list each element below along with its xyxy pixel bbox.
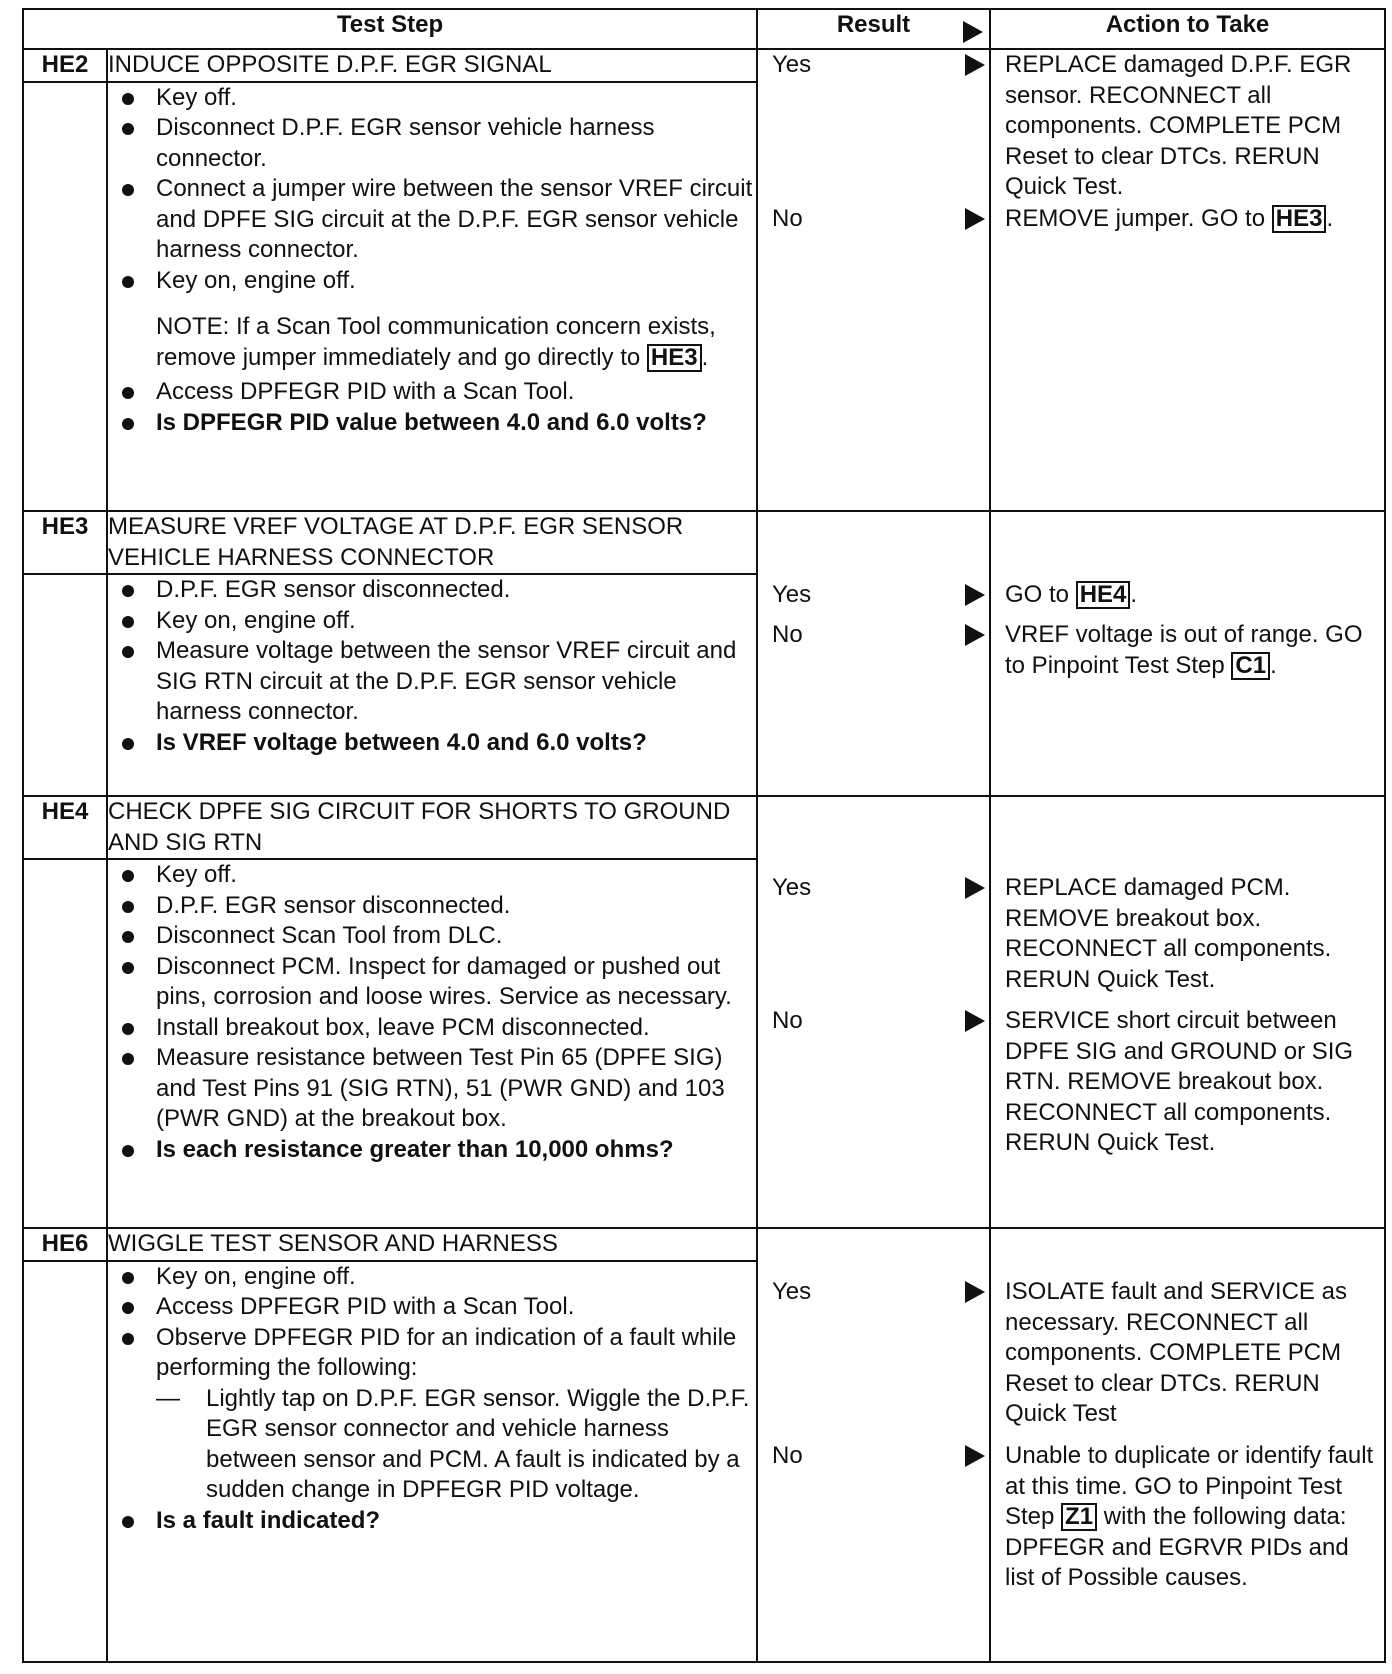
action-text: Unable to duplicate or identify fault at this time. GO to Pinpoint Test Step	[1005, 1442, 1374, 1531]
result-no	[758, 1006, 989, 1036]
result-yes	[758, 580, 989, 610]
bullet-icon	[122, 901, 134, 913]
result-no	[758, 620, 989, 650]
action-yes: REPLACE damaged D.P.F. EGR sensor. RECONNECT all components. COMPLETE PCM Reset to clear DTCs. RERUN Quick Test.	[1005, 51, 1352, 200]
bullet-icon	[122, 646, 134, 658]
list-item	[116, 1323, 756, 1506]
bullet-icon	[122, 738, 134, 750]
indent-spacer	[23, 1261, 107, 1662]
action-yes: GO to HE4 .	[1005, 581, 1138, 609]
bullet-icon	[122, 93, 134, 105]
list-item	[116, 575, 756, 606]
bullet-icon	[122, 962, 134, 974]
arrow-right-icon	[963, 21, 983, 43]
result-cell	[757, 511, 990, 796]
step-body	[107, 1261, 757, 1662]
indent-spacer	[23, 859, 107, 1228]
list-item	[116, 174, 756, 266]
diagnostic-page	[22, 8, 1386, 1663]
result-label: Yes	[772, 1278, 812, 1306]
table-header-row	[23, 9, 1385, 49]
sub-item	[156, 1384, 756, 1506]
result-cell	[757, 1228, 990, 1662]
question	[116, 1506, 756, 1537]
step-reference: C1	[1231, 652, 1270, 680]
list-item	[116, 636, 756, 728]
bullet-icon	[122, 1333, 134, 1345]
step-reference: Z1	[1061, 1503, 1097, 1531]
result-label: No	[772, 205, 803, 232]
item-text: Key on, engine off.	[156, 606, 356, 634]
step-body	[107, 859, 757, 1228]
arrow-right-icon	[965, 54, 985, 76]
list-item	[116, 952, 756, 1013]
step-id: HE2	[23, 49, 107, 82]
action-no: SERVICE short circuit between DPFE SIG and GROUND or SIG RTN. REMOVE breakout box. RECONNECT all components. RERUN Quick Test.	[1005, 1007, 1354, 1157]
question	[116, 408, 756, 439]
result-yes	[758, 50, 989, 80]
arrow-right-icon	[965, 208, 985, 230]
step-id: HE3	[23, 511, 107, 574]
action-cell	[990, 796, 1385, 1228]
action-text: REMOVE jumper. GO to	[1005, 205, 1266, 232]
action-cell	[990, 511, 1385, 796]
item-text: D.P.F. EGR sensor disconnected.	[156, 576, 511, 604]
list-item	[116, 113, 756, 174]
bullet-icon	[122, 931, 134, 943]
bullet-icon	[122, 1145, 134, 1157]
item-text: Measure voltage between the sensor VREF circuit and SIG RTN circuit at the D.P.F. EGR sensor vehicle harness connector.	[156, 637, 737, 726]
result-cell	[757, 49, 990, 511]
result-label: Yes	[772, 581, 812, 609]
action-cell	[990, 1228, 1385, 1662]
item-text: Connect a jumper wire between the sensor VREF circuit and DPFE SIG circuit at the D.P.F. EGR sensor vehicle harness connector.	[156, 175, 753, 263]
result-label: No	[772, 1442, 803, 1470]
header-result	[757, 9, 990, 49]
result-yes	[758, 873, 989, 903]
result-label: Yes	[772, 874, 812, 902]
bullet-icon	[122, 123, 134, 135]
step-title: CHECK DPFE SIG CIRCUIT FOR SHORTS TO GROUND AND SIG RTN	[107, 796, 757, 859]
list-item	[116, 1013, 756, 1044]
list-item	[116, 860, 756, 891]
arrow-right-icon	[965, 584, 985, 606]
item-text: Install breakout box, leave PCM disconnected.	[156, 1013, 650, 1041]
indent-spacer	[23, 574, 107, 796]
dash-icon: —	[156, 1384, 180, 1412]
item-text: Measure resistance between Test Pin 65 (DPFE SIG) and Test Pins 91 (SIG RTN), 51 (PWR GND) and 103 (PWR GND) at the breakout box.	[156, 1044, 725, 1133]
list-item	[116, 1043, 756, 1135]
result-no	[758, 204, 989, 234]
arrow-right-icon	[965, 1010, 985, 1032]
question-text: Is a fault indicated?	[156, 1506, 381, 1534]
item-text: Key on, engine off.	[156, 266, 356, 294]
header-action: Action to Take	[990, 9, 1385, 49]
bullet-icon	[122, 1053, 134, 1065]
action-text: GO to	[1005, 581, 1070, 609]
action-no: REMOVE jumper. GO to HE3 .	[1005, 205, 1334, 232]
item-text: Access DPFEGR PID with a Scan Tool.	[156, 1293, 575, 1321]
step-body	[107, 574, 757, 796]
step-id: HE6	[23, 1228, 107, 1261]
action-text: with the following data: DPFEGR and EGRVR PIDs and list of Possible causes.	[1005, 1503, 1349, 1592]
list-item	[116, 1262, 756, 1293]
bullet-icon	[122, 1272, 134, 1284]
step-body	[107, 82, 757, 512]
note-text: NOTE: If a Scan Tool communication concern exists, remove jumper immediately and go directly to	[156, 313, 716, 371]
step-he4-title-row	[23, 796, 1385, 859]
item-text: Access DPFEGR PID with a Scan Tool.	[156, 378, 575, 405]
item-text: D.P.F. EGR sensor disconnected.	[156, 891, 511, 919]
step-title: WIGGLE TEST SENSOR AND HARNESS	[107, 1228, 757, 1261]
item-text: Key on, engine off.	[156, 1262, 356, 1290]
action-cell	[990, 49, 1385, 511]
item-text: Disconnect PCM. Inspect for damaged or pushed out pins, corrosion and loose wires. Service as necessary.	[156, 952, 732, 1011]
action-no	[991, 1441, 1384, 1594]
result-yes	[758, 1277, 989, 1307]
bullet-icon	[122, 1516, 134, 1528]
bullet-icon	[122, 1023, 134, 1035]
step-title: INDUCE OPPOSITE D.P.F. EGR SIGNAL	[107, 49, 757, 82]
list-item	[116, 377, 756, 408]
arrow-right-icon	[965, 877, 985, 899]
arrow-right-icon	[965, 1445, 985, 1467]
step-he3-title-row	[23, 511, 1385, 574]
item-text: Observe DPFEGR PID for an indication of a fault while performing the following:	[156, 1323, 737, 1382]
arrow-right-icon	[965, 624, 985, 646]
result-no	[758, 1441, 989, 1471]
step-reference: HE4	[1076, 581, 1131, 609]
bullet-icon	[122, 870, 134, 882]
bullet-icon	[122, 585, 134, 597]
step-he6-title-row	[23, 1228, 1385, 1261]
question-text: Is DPFEGR PID value between 4.0 and 6.0 volts?	[156, 408, 707, 436]
bullet-icon	[122, 276, 134, 288]
item-text: Disconnect D.P.F. EGR sensor vehicle harness connector.	[156, 114, 655, 172]
question-text: Is VREF voltage between 4.0 and 6.0 volts?	[156, 728, 647, 756]
list-item	[116, 1292, 756, 1323]
result-label: No	[772, 1007, 803, 1035]
header-result-label: Result	[836, 11, 911, 38]
note: NOTE: If a Scan Tool communication concern exists, remove jumper immediately and go directly to HE3 .	[156, 313, 716, 371]
list-item	[116, 921, 756, 952]
bullet-icon	[122, 387, 134, 399]
step-he2-title-row	[23, 49, 1385, 82]
list-item	[116, 83, 756, 114]
item-text: Disconnect Scan Tool from DLC.	[156, 922, 503, 950]
action-text: VREF voltage is out of range. GO to Pinpoint Test Step	[1005, 621, 1363, 679]
bullet-icon	[122, 1302, 134, 1314]
step-reference: HE3	[647, 344, 702, 372]
item-text: Key off.	[156, 83, 237, 111]
action-no: VREF voltage is out of range. GO to Pinpoint Test Step C1 .	[1005, 621, 1363, 679]
step-reference: HE3	[1272, 205, 1327, 233]
list-item	[116, 266, 756, 297]
list-item	[116, 606, 756, 637]
bullet-icon	[122, 418, 134, 430]
result-label: No	[772, 621, 803, 649]
action-yes: REPLACE damaged PCM. REMOVE breakout box. RECONNECT all components. RERUN Quick Test.	[1005, 874, 1332, 993]
question	[116, 1135, 756, 1166]
arrow-right-icon	[965, 1281, 985, 1303]
result-label: Yes	[772, 51, 812, 78]
action-yes: ISOLATE fault and SERVICE as necessary. RECONNECT all components. COMPLETE PCM Reset to clear DTCs. RERUN Quick Test	[1005, 1278, 1347, 1428]
header-test-step: Test Step	[23, 9, 757, 49]
list-item	[116, 891, 756, 922]
question-text: Is each resistance greater than 10,000 ohms?	[156, 1135, 674, 1163]
indent-spacer	[23, 82, 107, 512]
pinpoint-test-table	[22, 8, 1386, 1663]
sub-item-text: Lightly tap on D.P.F. EGR sensor. Wiggle the D.P.F. EGR sensor connector and vehicle harness between sensor and PCM. A fault is indicated by a sudden change in DPFEGR PID voltage.	[206, 1384, 750, 1504]
result-cell	[757, 796, 990, 1228]
step-title: MEASURE VREF VOLTAGE AT D.P.F. EGR SENSOR VEHICLE HARNESS CONNECTOR	[107, 511, 757, 574]
step-id: HE4	[23, 796, 107, 859]
bullet-icon	[122, 616, 134, 628]
item-text: Key off.	[156, 861, 237, 889]
bullet-icon	[122, 184, 134, 196]
question	[116, 728, 756, 759]
